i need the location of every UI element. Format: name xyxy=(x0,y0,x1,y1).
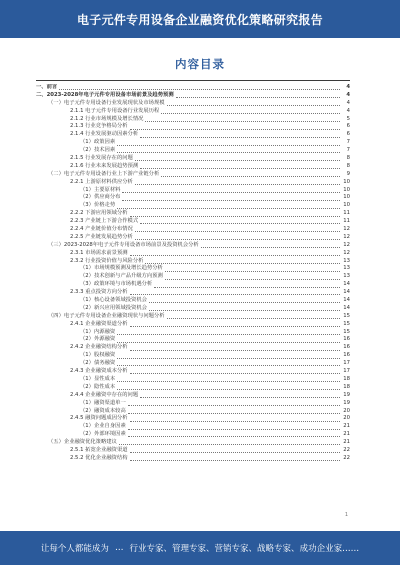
toc-leader-dots xyxy=(130,350,340,351)
toc-entry-label: （3）价格走势 xyxy=(80,202,116,209)
toc-entry-label: 2.2.2 下游应用领域分析 xyxy=(70,210,128,217)
toc-entry-page: 14 xyxy=(343,304,350,311)
footer-item: 战略专家 xyxy=(257,544,292,554)
toc-entry-label: （2）新兴应用领域投资机会 xyxy=(80,304,147,311)
table-of-contents xyxy=(36,84,350,512)
toc-entry-page: 14 xyxy=(343,297,350,304)
toc-entry-label: 2.2.4 产业链价值分布情况 xyxy=(70,226,133,233)
toc-entry-label: 2.1.4 行业发展驱动因素分析 xyxy=(70,131,139,138)
toc-leader-dots xyxy=(161,176,340,177)
toc-entry-label: 一、前言 xyxy=(36,84,58,90)
toc-entry-label: （2）技术创新与产品升级方向预测 xyxy=(80,273,163,280)
toc-entry-page: 13 xyxy=(343,273,350,280)
toc-entry-label: 2.2.3 产业链上下游合作模式 xyxy=(70,218,139,225)
toc-entry[interactable] xyxy=(36,305,350,313)
toc-entry[interactable] xyxy=(36,423,350,431)
toc-entry-page: 15 xyxy=(343,328,350,335)
toc-leader-dots xyxy=(128,429,340,430)
toc-entry-label: （1）市场规模预测及增长趋势分析 xyxy=(80,265,163,272)
toc-leader-dots xyxy=(117,365,340,366)
toc-entry-page: 22 xyxy=(343,446,350,453)
toc-leader-dots xyxy=(165,271,340,272)
toc-entry-label: 2.5.1 拓宽企业融资渠道 xyxy=(70,446,128,453)
toc-entry-page: 17 xyxy=(343,360,350,367)
toc-entry-page: 21 xyxy=(343,431,350,438)
toc-entry-label: （一）电子元件专用设备行业发展现状及市场规模 xyxy=(48,99,165,106)
toc-entry-label: 2.4.1 企业融资渠道分析 xyxy=(70,320,128,327)
toc-entry-page: 20 xyxy=(343,415,350,422)
toc-entry-page: 8 xyxy=(346,155,350,161)
toc-entry[interactable] xyxy=(36,321,350,329)
toc-entry[interactable] xyxy=(36,171,350,179)
toc-entry-label: 2.4.2 企业融资结构分析 xyxy=(70,344,128,351)
toc-entry-label: （1）企业自身因素 xyxy=(80,423,126,430)
toc-entry-page: 9 xyxy=(346,170,350,177)
toc-entry-label: （四）电子元件专用设备企业融资现状与问题分析 xyxy=(48,312,165,319)
toc-entry-page: 6 xyxy=(346,123,350,130)
toc-entry-page: 17 xyxy=(343,368,350,375)
toc-entry[interactable] xyxy=(36,155,350,163)
toc-entry-page: 4 xyxy=(346,99,350,106)
toc-entry[interactable] xyxy=(36,297,350,305)
toc-entry-page: 4 xyxy=(346,84,350,90)
toc-entry[interactable] xyxy=(36,313,350,321)
toc-entry[interactable] xyxy=(36,210,350,218)
toc-entry-page: 15 xyxy=(343,320,350,327)
page-number: 1 xyxy=(344,512,348,518)
toc-entry-page: 6 xyxy=(346,131,350,138)
toc-entry[interactable] xyxy=(36,242,350,250)
toc-leader-dots xyxy=(122,192,340,193)
toc-entry[interactable] xyxy=(36,218,350,226)
toc-entry[interactable] xyxy=(36,234,350,242)
toc-leader-dots xyxy=(135,184,340,185)
toc-entry-page: 13 xyxy=(343,257,350,264)
toc-leader-dots xyxy=(122,200,340,201)
toc-entry-label: （1）政策因素 xyxy=(80,139,116,146)
toc-entry[interactable] xyxy=(36,392,350,400)
toc-entry-page: 4 xyxy=(346,91,350,98)
footer-lead: 让每个人都能成为 xyxy=(40,544,109,554)
toc-leader-dots xyxy=(149,302,340,303)
toc-entry[interactable] xyxy=(36,455,350,463)
toc-entry-label: （五）企业融资优化策略建议 xyxy=(48,439,117,446)
toc-leader-dots xyxy=(135,160,340,161)
toc-entry[interactable] xyxy=(36,289,350,297)
toc-entry-label: 2.4.5 融资问题成因分析 xyxy=(70,415,128,422)
toc-entry[interactable] xyxy=(36,100,350,108)
toc-entry[interactable] xyxy=(36,163,350,171)
toc-entry[interactable] xyxy=(36,250,350,258)
toc-leader-dots xyxy=(119,444,340,445)
toc-leader-dots xyxy=(117,208,340,209)
toc-entry-label: 2.2.5 产业链发展趋势分析 xyxy=(70,233,133,240)
toc-entry-page: 21 xyxy=(343,423,350,430)
toc-entry-label: （1）内源融资 xyxy=(80,328,116,335)
toc-entry[interactable] xyxy=(36,439,350,447)
toc-entry-page: 16 xyxy=(343,336,350,343)
toc-entry-label: （2）供应商分布 xyxy=(80,194,121,201)
toc-entry-page: 18 xyxy=(343,375,350,382)
toc-leader-dots xyxy=(140,168,340,169)
toc-entry-page: 12 xyxy=(343,249,350,256)
toc-entry-page: 7 xyxy=(346,147,350,154)
toc-entry-page: 4 xyxy=(346,107,350,114)
toc-entry-label: （1）显性成本 xyxy=(80,375,116,382)
toc-entry-label: （二）电子元件专用设备行业上下游产业链分析 xyxy=(48,170,160,177)
toc-entry[interactable] xyxy=(36,226,350,234)
toc-entry-page: 10 xyxy=(343,178,350,185)
toc-entry[interactable] xyxy=(36,147,350,155)
toc-leader-dots xyxy=(140,223,340,224)
toc-leader-dots xyxy=(130,460,340,461)
toc-entry-label: （2）债务融资 xyxy=(80,360,116,367)
toc-entry-page: 19 xyxy=(343,399,350,406)
toc-entry[interactable] xyxy=(36,376,350,384)
toc-leader-dots xyxy=(128,405,340,406)
toc-entry-page: 15 xyxy=(343,312,350,319)
toc-leader-dots xyxy=(145,121,340,122)
toc-entry-label: 2.1.1 电子元件专用设备行业发展历程 xyxy=(70,107,160,114)
toc-leader-dots xyxy=(117,152,340,153)
toc-entry[interactable] xyxy=(36,447,350,455)
toc-entry[interactable] xyxy=(36,139,350,147)
toc-leader-dots xyxy=(176,97,340,98)
toc-entry-label: 2.5.2 优化企业融资结构 xyxy=(70,454,128,461)
toc-entry-label: （1）融资渠道单一 xyxy=(80,399,126,406)
divider xyxy=(36,80,350,81)
toc-leader-dots xyxy=(130,373,340,374)
toc-leader-dots xyxy=(149,310,340,311)
toc-entry-page: 8 xyxy=(346,162,350,169)
toc-entry-label: 2.3.2 行业投资价值与风险分析 xyxy=(70,257,144,264)
toc-entry[interactable] xyxy=(36,360,350,368)
toc-entry-label: 二、2023-2028年电子元件专用设备市场前景及趋势预测 xyxy=(36,91,174,98)
toc-entry[interactable] xyxy=(36,281,350,289)
toc-entry[interactable] xyxy=(36,431,350,439)
toc-leader-dots xyxy=(130,421,340,422)
toc-entry-label: 2.4.3 企业融资成本分析 xyxy=(70,368,128,375)
toc-entry-page: 16 xyxy=(343,344,350,351)
toc-leader-dots xyxy=(130,255,340,256)
toc-leader-dots xyxy=(135,231,340,232)
toc-entry-page: 20 xyxy=(343,407,350,414)
footer-item: 管理专家 xyxy=(171,544,206,554)
toc-leader-dots xyxy=(154,287,340,288)
toc-entry-label: （1）核心设备领域投资机会 xyxy=(80,297,147,304)
toc-leader-dots xyxy=(145,263,340,264)
toc-entry-label: 2.3.1 市场需求前景预测 xyxy=(70,249,128,256)
toc-entry-page: 7 xyxy=(346,139,350,146)
toc-entry-label: （1）主要原材料 xyxy=(80,186,121,193)
toc-entry-page: 10 xyxy=(343,186,350,193)
toc-entry[interactable] xyxy=(36,384,350,392)
toc-leader-dots xyxy=(117,145,340,146)
toc-leader-dots xyxy=(117,342,340,343)
toc-leader-dots xyxy=(130,326,340,327)
toc-entry[interactable] xyxy=(36,352,350,360)
toc-entry-label: （1）股权融资 xyxy=(80,352,116,359)
toc-entry-label: （2）技术因素 xyxy=(80,147,116,154)
toc-entry-page: 12 xyxy=(343,241,350,248)
footer-separator: … xyxy=(114,543,124,553)
toc-entry-page: 14 xyxy=(343,281,350,288)
toc-entry-label: 2.4.4 企业融资中存在的问题 xyxy=(70,391,139,398)
toc-entry-page: 18 xyxy=(343,383,350,390)
toc-entry[interactable] xyxy=(36,108,350,116)
toc-entry[interactable] xyxy=(36,368,350,376)
toc-entry-page: 11 xyxy=(343,218,350,225)
toc-leader-dots xyxy=(117,334,340,335)
toc-leader-dots xyxy=(117,381,340,382)
report-title: 电子元件专用设备企业融资优化策略研究报告 xyxy=(76,12,323,27)
toc-entry-page: 13 xyxy=(343,265,350,272)
toc-heading: 内容目录 xyxy=(175,57,225,71)
toc-entry-label: （2）外源融资 xyxy=(80,336,116,343)
toc-entry-page: 12 xyxy=(343,233,350,240)
toc-entry-page: 5 xyxy=(346,115,350,122)
footer-item: 成功企业家…… xyxy=(299,544,360,554)
toc-entry-label: 2.1.6 行业未来发展趋势预测 xyxy=(70,162,139,169)
toc-entry-page: 22 xyxy=(343,454,350,461)
toc-entry-page: 10 xyxy=(343,194,350,201)
toc-leader-dots xyxy=(140,137,340,138)
toc-leader-dots xyxy=(59,89,340,90)
toc-leader-dots xyxy=(128,436,340,437)
toc-entry[interactable] xyxy=(36,92,350,100)
toc-leader-dots xyxy=(167,318,340,319)
toc-entry-label: 2.3.3 重点投资方向分析 xyxy=(70,289,128,296)
toc-leader-dots xyxy=(165,279,340,280)
toc-entry[interactable] xyxy=(36,400,350,408)
toc-leader-dots xyxy=(201,247,340,248)
toc-entry-page: 12 xyxy=(343,226,350,233)
toc-leader-dots xyxy=(130,216,340,217)
toc-entry-label: 2.1.5 行业发展存在的问题 xyxy=(70,155,133,161)
toc-entry-page: 14 xyxy=(343,289,350,296)
toc-entry-label: （2）外部环境因素 xyxy=(80,431,126,438)
toc-entry-label: 2.2.1 上游原材料供应分析 xyxy=(70,178,133,185)
toc-entry-page: 16 xyxy=(343,352,350,359)
toc-leader-dots xyxy=(130,452,340,453)
toc-leader-dots xyxy=(128,413,340,414)
toc-leader-dots xyxy=(117,358,340,359)
footer-item: 营销专家 xyxy=(214,544,249,554)
toc-leader-dots xyxy=(117,389,340,390)
footer-item: 行业专家 xyxy=(129,544,164,554)
toc-entry-label: （3）政策环境与市场机遇分析 xyxy=(80,281,153,288)
toc-entry-page: 11 xyxy=(343,210,350,217)
toc-entry-label: （2）隐性成本 xyxy=(80,383,116,390)
toc-entry-label: （2）融资成本较高 xyxy=(80,407,126,414)
toc-leader-dots xyxy=(130,129,340,130)
toc-entry-page: 19 xyxy=(343,391,350,398)
toc-entry-label: 2.1.2 行业市场规模及增长情况 xyxy=(70,115,144,122)
toc-leader-dots xyxy=(135,239,340,240)
toc-entry-page: 10 xyxy=(343,202,350,209)
toc-leader-dots xyxy=(161,113,340,114)
toc-entry[interactable] xyxy=(36,84,350,92)
toc-entry-page: 21 xyxy=(343,439,350,446)
toc-entry[interactable] xyxy=(36,179,350,187)
toc-leader-dots xyxy=(167,105,340,106)
toc-leader-dots xyxy=(130,294,340,295)
header-banner xyxy=(0,0,400,38)
toc-entry-label: 2.1.3 行业竞争格局分析 xyxy=(70,123,128,130)
toc-entry-label: （三）2023-2028年电子元件专用设备市场前景及投资机会分析 xyxy=(48,241,199,248)
footer-banner: 让每个人都能成为 … 行业专家 、 管理专家 、 营销专家 、 战略专家 、 成功企业家…… xyxy=(0,531,400,565)
toc-leader-dots xyxy=(140,397,340,398)
